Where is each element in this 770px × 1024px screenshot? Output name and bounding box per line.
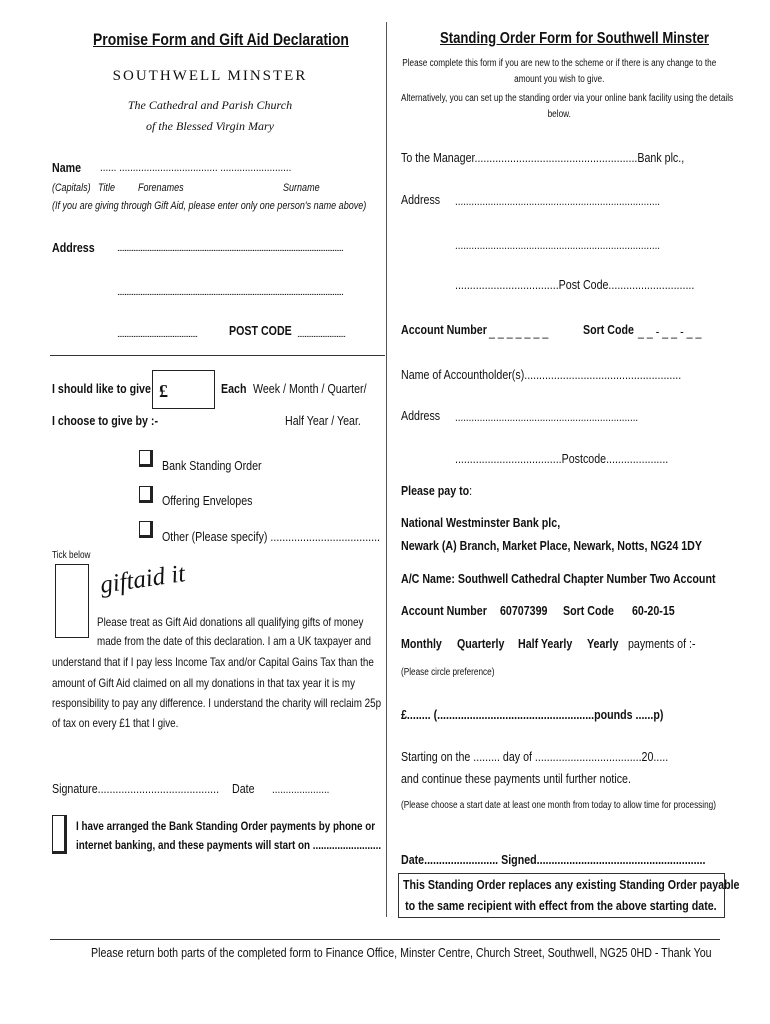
payments-of-label: payments of :- xyxy=(628,636,696,651)
date-label: Date xyxy=(232,781,255,796)
date-field[interactable]: ..................... xyxy=(272,782,330,796)
promise-form-title: Promise Form and Gift Aid Declaration xyxy=(93,30,349,49)
phone-banking-line-2[interactable]: internet banking, and these payments will start on ......................... xyxy=(76,838,382,852)
postcode-field[interactable]: ............................................. xyxy=(117,329,198,340)
declaration-line-5: responsibility to pay any difference. I understand the charity will reclaim 25p xyxy=(52,696,382,710)
currency-symbol: £ xyxy=(159,381,168,401)
address-label: Address xyxy=(52,240,95,255)
account-number-field[interactable]: _ _ _ _ _ _ _ xyxy=(489,324,549,339)
frequency-options-2[interactable]: Half Year / Year. xyxy=(285,413,361,428)
freq-monthly[interactable]: Monthly xyxy=(401,636,442,651)
bank-address-field-2[interactable]: ........................................................................... xyxy=(455,238,661,252)
intro-line-2: amount you wish to give. xyxy=(514,74,605,85)
freq-quarterly[interactable]: Quarterly xyxy=(457,636,505,651)
payee-sort-code: 60-20-15 xyxy=(632,603,675,618)
phone-banking-checkbox[interactable] xyxy=(52,815,67,854)
surname-hint: Surname xyxy=(283,182,320,194)
account-holder-field[interactable]: Name of Accountholder(s)..................................................... xyxy=(401,367,682,382)
holder-address-field[interactable]: ................................................................... xyxy=(455,410,639,424)
tick-below-label: Tick below xyxy=(52,550,91,561)
postcode-field-2[interactable]: ........................... xyxy=(297,329,346,340)
standing-order-option: Bank Standing Order xyxy=(162,458,262,473)
freq-half-yearly[interactable]: Half Yearly xyxy=(518,636,573,651)
name-label: Name xyxy=(52,160,82,175)
minster-logo-subtitle-1: The Cathedral and Parish Church xyxy=(127,98,293,112)
account-name: A/C Name: Southwell Cathedral Chapter Number Two Account xyxy=(401,571,716,586)
forenames-hint: Forenames xyxy=(138,182,184,194)
freq-yearly[interactable]: Yearly xyxy=(587,636,619,651)
minster-logo-subtitle-2: of the Blessed Virgin Mary xyxy=(146,119,274,133)
offering-envelopes-checkbox[interactable] xyxy=(139,486,153,503)
to-manager-field[interactable]: To the Manager.......................................................Bank plc., xyxy=(401,150,685,165)
minster-logo-title: SOUTHWELL MINSTER xyxy=(112,68,308,84)
bank-branch: Newark (A) Branch, Market Place, Newark, Notts, NG24 1DY xyxy=(401,538,702,553)
date-signed-field[interactable]: Date......................... Signed......................................................... xyxy=(401,852,706,867)
declaration-line-2: made from the date of this declaration. I am a UK taxpayer and xyxy=(97,634,372,648)
bank-address-field-1[interactable]: ........................................................................... xyxy=(455,194,661,208)
continue-payments-text: and continue these payments until further notice. xyxy=(401,771,631,786)
signature-field[interactable]: Signature......................................... xyxy=(52,781,220,796)
bank-address-label: Address xyxy=(401,192,441,207)
bank-name: National Westminster Bank plc, xyxy=(401,515,561,530)
declaration-line-4: amount of Gift Aid claimed on all my donations in that tax year it is my xyxy=(52,676,356,690)
address-field-1[interactable]: ............................................................................................................................... xyxy=(117,243,343,254)
name-field[interactable]: ...... .................................... .......................... xyxy=(100,160,292,174)
starting-date-field[interactable]: Starting on the ......... day of ....................................20..... xyxy=(401,749,669,764)
declaration-line-6: of tax on every £1 that I give. xyxy=(52,716,179,730)
holder-address-label: Address xyxy=(401,408,441,423)
choose-label: I choose to give by :- xyxy=(52,413,159,428)
offering-envelopes-option: Offering Envelopes xyxy=(162,493,253,508)
declaration-line-1: Please treat as Gift Aid donations all qualifying gifts of money xyxy=(97,615,364,629)
declaration-line-3: understand that if I pay less Income Tax and/or Capital Gains Tax than the xyxy=(52,655,374,669)
payee-account-label: Account Number xyxy=(401,603,487,618)
title-hint: Title xyxy=(98,182,115,194)
column-divider xyxy=(386,22,387,917)
sort-code-field[interactable]: _ _ - _ _ - _ _ xyxy=(638,324,702,339)
other-checkbox[interactable] xyxy=(139,521,153,538)
return-instructions: Please return both parts of the completed form to Finance Office, Minster Centre, Church Street, Southwell, NG25 0HD - Thank You xyxy=(91,945,712,960)
sort-code-label: Sort Code xyxy=(583,322,634,337)
left-divider xyxy=(50,355,385,356)
payee-account-number: 60707399 xyxy=(500,603,548,618)
gift-aid-tick-box[interactable] xyxy=(55,564,89,638)
phone-banking-line-1: I have arranged the Bank Standing Order payments by phone or xyxy=(76,819,376,833)
intro-line-4: below. xyxy=(547,109,571,120)
each-label: Each xyxy=(221,381,247,396)
gift-aid-name-hint: (If you are giving through Gift Aid, please enter only one person's name above) xyxy=(52,200,367,212)
standing-order-title: Standing Order Form for Southwell Minster xyxy=(440,30,709,47)
intro-line-3: Alternatively, you can set up the standing order via your online bank facility using the details xyxy=(401,93,734,104)
give-label: I should like to give xyxy=(52,381,151,396)
circle-preference-note: (Please circle preference) xyxy=(401,667,495,678)
gift-aid-it-logo: giftaid it xyxy=(98,560,187,599)
other-option: Other (Please specify) ..................................... xyxy=(162,529,381,544)
intro-line-1: Please complete this form if you are new to the scheme or if there is any change to the xyxy=(402,58,717,69)
amount-box[interactable] xyxy=(152,370,215,409)
account-number-label: Account Number xyxy=(401,322,487,337)
holder-postcode-field[interactable]: ....................................Postcode..................... xyxy=(455,451,669,466)
please-pay-colon: : xyxy=(469,483,473,498)
payee-sort-label: Sort Code xyxy=(563,603,614,618)
bank-postcode-field[interactable]: ...................................Post Code............................. xyxy=(455,277,695,292)
standing-order-checkbox[interactable] xyxy=(139,450,153,467)
address-field-2[interactable]: ............................................................................................................................... xyxy=(117,287,343,298)
footer-divider xyxy=(50,939,720,940)
replace-notice-line-1: This Standing Order replaces any existing Standing Order payable xyxy=(403,877,740,892)
postcode-label: POST CODE xyxy=(229,323,292,338)
frequency-options-1[interactable]: Week / Month / Quarter/ xyxy=(253,381,367,396)
please-pay-label: Please pay to xyxy=(401,483,470,498)
start-date-note: (Please choose a start date at least one month from today to allow time for processing) xyxy=(401,800,716,811)
capitals-hint: (Capitals) xyxy=(52,182,91,194)
amount-field[interactable]: £........ (.....................................................pounds ......p) xyxy=(401,707,664,722)
replace-notice-line-2: to the same recipient with effect from the above starting date. xyxy=(405,898,717,913)
